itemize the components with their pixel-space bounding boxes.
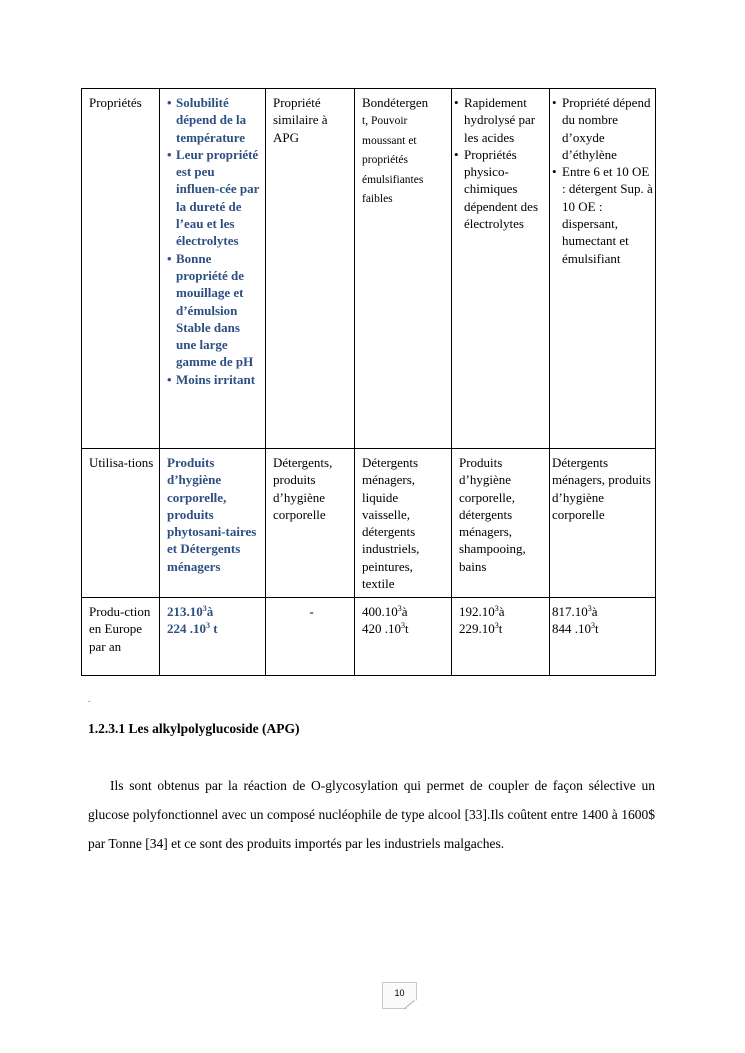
section-heading: 1.2.3.1 Les alkylpolyglucoside (APG): [88, 721, 300, 736]
col4-properties-main: Bondétergen: [362, 95, 429, 110]
table-row-production: [82, 598, 656, 676]
stray-marker: .: [88, 694, 91, 704]
apg-prod-low-exp: 3: [202, 604, 207, 613]
col4-prod-low-suffix: à: [401, 604, 408, 619]
col4-prod-low-exp: 3: [397, 604, 402, 613]
page-number-box: [382, 982, 417, 1009]
col4-uses-cell: Détergents ménagers, liquide vaisselle, détergents industriels, peintures, textile: [355, 449, 452, 598]
col6-prod-low-exp: 3: [587, 604, 592, 613]
apg-production-cell: [160, 598, 266, 676]
col5-uses-cell: Produits d’hygiène corporelle, détergents ménagers, shampooing, bains: [452, 449, 550, 598]
col5-production-cell: [452, 598, 550, 676]
col3-production-cell: -: [266, 598, 355, 676]
col4-production-cell: [355, 598, 452, 676]
row-label-proprietes: Propriétés: [82, 89, 160, 449]
apg-bullet-2: • Leur propriété est peu influen-cée par la dureté de l’eau et les électrolytes: [167, 146, 261, 250]
apg-prod-high-exp: 3: [206, 621, 210, 631]
apg-prod-low: 213.10: [167, 604, 203, 619]
col6-properties-cell: [550, 89, 656, 449]
properties-table: [81, 88, 656, 676]
apg-prod-low-suffix: à: [206, 604, 214, 619]
page-number: 10: [394, 988, 405, 998]
col6-production-cell: [550, 598, 656, 676]
col5-prod-low-suffix: à: [498, 604, 505, 619]
apg-bullet-1: • Solubilité dépend de la température: [167, 94, 261, 146]
col6-bullet-1: • Propriété dépend du nombre d’oxyde d’éthylène: [552, 94, 653, 163]
col5-bullet-2: • Propriétés physico-chimiques dépendent des électrolytes: [454, 146, 545, 232]
table-row-proprietes: [82, 89, 656, 449]
col6-bullet-2: • Entre 6 et 10 OE : détergent Sup. à 10 OE : dispersant, humectant et émulsifiant: [552, 163, 653, 267]
apg-prod-high-suffix: t: [210, 621, 218, 637]
col5-prod-high-exp: 3: [494, 621, 499, 631]
row-label-utilisations: Utilisa-tions: [82, 449, 160, 598]
col4-prod-high-suffix: t: [405, 621, 409, 637]
row-label-production: Produ-ction en Europe par an: [82, 598, 160, 676]
col6-uses-cell: Détergents ménagers, produits d’hygiène corporelle: [550, 449, 656, 598]
apg-bullet-3: • Bonne propriété de mouillage et d’émulsion Stable dans une large gamme de pH: [167, 250, 261, 371]
col5-properties-cell: [452, 89, 550, 449]
col4-prod-low: 400.10: [362, 604, 398, 619]
col5-prod-high: 229.10: [459, 621, 495, 637]
col4-properties-small: t, Pouvoir moussant et propriétés émulsifiantes faibles: [362, 115, 424, 206]
apg-prod-high: 224 .10: [167, 621, 206, 637]
col3-uses-cell: Détergents, produits d’hygiène corporelle: [266, 449, 355, 598]
section-paragraph: Ils sont obtenus par la réaction de O-glycosylation qui permet de coupler de façon sélective un glucose polyfonctionnel avec un composé nucléophile de type alcool [33].Ils coûtent entre 1400 à 1600$ par Tonne [34] et ce sont des produits importés par les industriels malgaches.: [88, 778, 655, 851]
apg-uses-cell: Produits d’hygiène corporelle, produits phytosani-taires et Détergents ménagers: [160, 449, 266, 598]
col5-prod-low: 192.10: [459, 604, 495, 619]
col6-prod-high-suffix: t: [595, 621, 599, 637]
col3-properties-cell: Propriété similaire à APG: [266, 89, 355, 449]
col5-bullet-1: • Rapidement hydrolysé par les acides: [454, 94, 545, 146]
col5-prod-low-exp: 3: [494, 604, 499, 613]
col6-prod-high: 844 .10: [552, 621, 591, 637]
col6-prod-low: 817.10: [552, 604, 588, 619]
col6-prod-high-exp: 3: [591, 621, 595, 631]
table-row-utilisations: [82, 449, 656, 598]
apg-bullet-4: • Moins irritant: [167, 371, 261, 388]
col4-prod-high: 420 .10: [362, 621, 401, 637]
col4-prod-high-exp: 3: [401, 621, 405, 631]
col4-properties-cell: [355, 89, 452, 449]
apg-properties-cell: [160, 89, 266, 449]
col6-prod-low-suffix: à: [591, 604, 598, 619]
col5-prod-high-suffix: t: [498, 621, 503, 637]
